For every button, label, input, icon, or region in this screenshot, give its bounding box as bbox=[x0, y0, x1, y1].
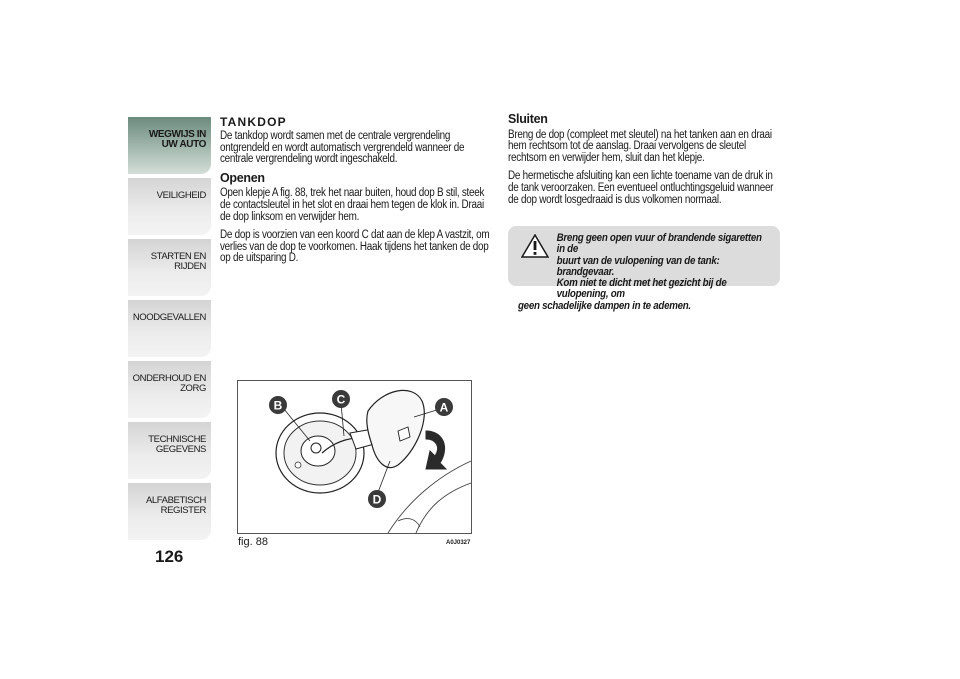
tab-starten-en-rijden[interactable]: STARTEN EN RIJDEN bbox=[128, 239, 211, 296]
open-paragraph-1: Open klepje A fig. 88, trek het naar buiten, houd dop B stil, steek de contactsleutel in het slot en draai hem tegen de klok in. Draai de dop linksom en verwijder hem. bbox=[220, 187, 485, 223]
section-title: TANKDOP bbox=[220, 115, 287, 129]
tab-alfabetisch-register[interactable]: ALFABETISCH REGISTER bbox=[128, 483, 211, 540]
warning-line-1: Breng geen open vuur of brandende sigaretten in de bbox=[556, 232, 762, 256]
intro-paragraph: De tankdop wordt samen met de centrale vergrendeling ontgrendeld en wordt automatisch vergrendeld wanneer de centrale vergrendeling wordt ingeschakeld. bbox=[220, 130, 465, 166]
tab-technische-gegevens[interactable]: TECHNISCHE GEGEVENS bbox=[128, 422, 211, 479]
callout-c: C bbox=[336, 392, 346, 407]
left-column bbox=[220, 131, 495, 272]
callout-b: B bbox=[273, 398, 283, 413]
warning-line-2: buurt van de vulopening van de tank: brandgevaar. bbox=[556, 254, 720, 278]
open-heading: Openen bbox=[220, 170, 265, 185]
tab-veiligheid[interactable]: VEILIGHEID bbox=[128, 178, 211, 235]
warning-text bbox=[518, 233, 762, 312]
close-paragraph-2: De hermetische afsluiting kan een lichte toename van de druk in de tank veroorzaken. Een eventueel ontluchtingsgeluid wanneer de dop wordt losgedraaid is dus volkomen normaal. bbox=[508, 170, 774, 206]
figure-caption: fig. 88 bbox=[238, 536, 268, 548]
page-number: 126 bbox=[155, 547, 184, 566]
fuel-cap-illustration bbox=[238, 381, 471, 533]
right-column bbox=[508, 114, 780, 213]
figure-code: A0J0327 bbox=[446, 540, 471, 546]
tab-wegwijs-in-uw-auto[interactable]: WEGWIJS IN UW AUTO bbox=[128, 117, 211, 174]
tab-noodgevallen[interactable]: NOODGEVALLEN bbox=[128, 300, 211, 357]
figure-fuel-cap bbox=[237, 380, 472, 534]
close-heading: Sluiten bbox=[508, 112, 548, 126]
warning-line-3: Kom niet te dicht met het gezicht bij de vulopening, om bbox=[556, 277, 727, 301]
callout-a: A bbox=[439, 400, 449, 415]
warning-line-4: geen schadelijke dampen in te ademen. bbox=[518, 299, 691, 312]
tab-onderhoud-en-zorg[interactable]: ONDERHOUD EN ZORG bbox=[128, 361, 211, 418]
open-paragraph-2: De dop is voorzien van een koord C dat aan de klep A vastzit, om verlies van de dop te voorkomen. Haak tijdens het tanken de dop op de uitsparing D. bbox=[220, 229, 490, 265]
warning-box bbox=[508, 226, 780, 312]
callout-d: D bbox=[372, 492, 382, 507]
close-paragraph-1: Breng de dop (compleet met sleutel) na het tanken aan en draai hem rechtsom tot de aanslag. Draai vervolgens de sleutel rechtsom en verwijder hem, sluit dan het klepje. bbox=[508, 128, 772, 164]
